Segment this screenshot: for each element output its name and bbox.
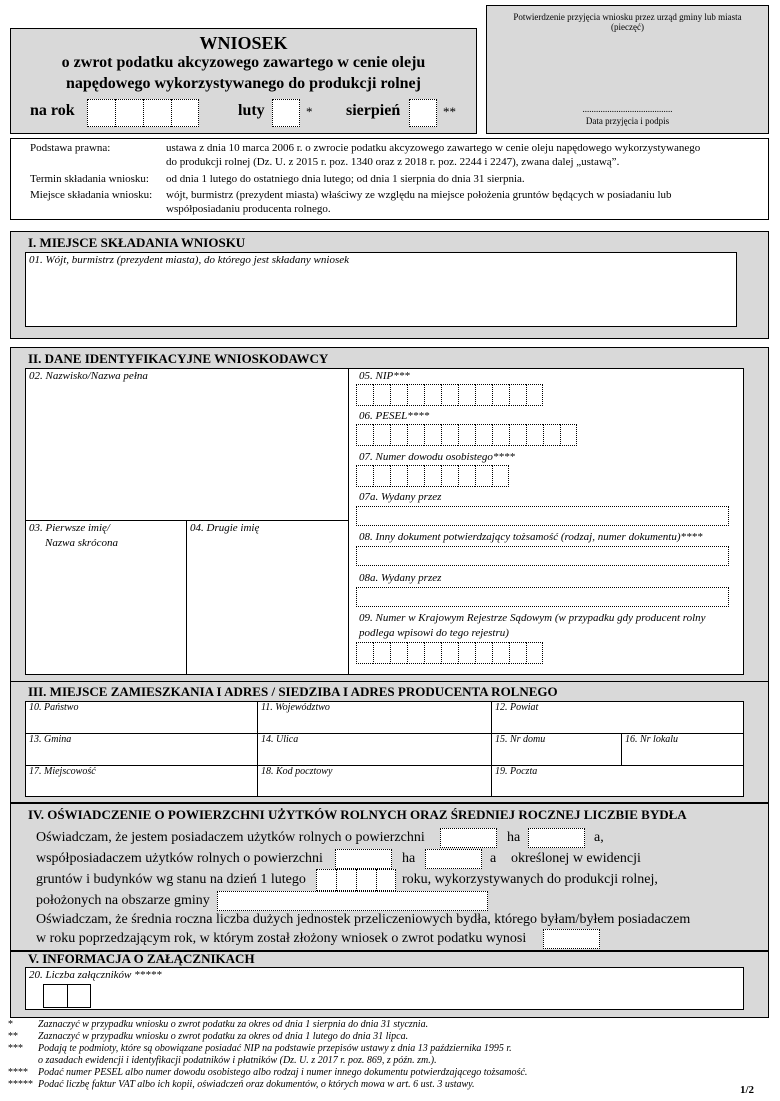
stamp-caption: Potwierdzenie przyjęcia wniosku przez urząd gminy lub miasta (pieczęć) [513,12,742,32]
field-20-label: 20. Liczba załączników ***** [29,969,162,981]
field-03-label2: Nazwa skrócona [45,537,119,549]
ha-label: ha [507,830,521,845]
footnotes [8,1019,768,1091]
stamp-date-label: Data przyjęcia i podpis [585,116,670,126]
field-08-label: 08. Inny dokument potwierdzający tożsamość (rodzaj, numer dokumentu)**** [359,531,703,543]
feb-mark: * [306,104,313,119]
field-16-label: 16. Nr lokalu [625,734,679,745]
footnote-text: Podać numer PESEL albo numer dowodu osobistego albo rodzaj i numer innego dokumentu potwierdzającego tożsamość. [38,1067,528,1078]
field-09-label2: podlega wpisowi do tego rejestru) [359,627,509,639]
footnote-mark: *** [8,1043,23,1054]
field-19-label: 19. Poczta [495,766,538,777]
footnote-mark: **** [8,1067,28,1078]
stmt-line1: Oświadczam, że jestem posiadaczem użytków rolnych o powierzchni [36,830,425,845]
field-05-label: 05. NIP*** [359,370,410,382]
field-15-label: 15. Nr domu [495,734,546,745]
field-14-label: 14. Ulica [261,734,299,745]
field-11-label: 11. Województwo [261,702,330,713]
field-02[interactable] [25,368,349,521]
stmt-year-input[interactable] [316,869,396,891]
cattle-input[interactable] [543,929,600,949]
field-02-label: 02. Nazwisko/Nazwa pełna [29,370,148,382]
place-text2: współposiadaniu producenta rolnego. [166,203,331,215]
page-number: 1/2 [740,1084,755,1096]
feb-checkbox[interactable] [272,99,300,127]
field-08a-label: 08a. Wydany przez [359,572,442,584]
year-label: na rok [30,102,75,119]
section2-title: II. DANE IDENTYFIKACYJNE WNIOSKODAWCY [28,351,329,366]
section1-title: I. MIEJSCE SKŁADANIA WNIOSKU [28,235,246,250]
form-title: WNIOSEK [199,33,288,53]
field-03-label: 03. Pierwsze imię/ [29,522,110,534]
field-09-label: 09. Numer w Krajowym Rejestrze Sądowym (w przypadku gdy producent rolny [359,612,706,624]
footnote-text: Podają te podmioty, które są obowiązane posiadać NIP na podstawie przepisów ustawy z dnia 13 października 1995 r. [38,1043,512,1054]
field-06-label: 06. PESEL**** [359,410,430,422]
stmt-line3: gruntów i budynków wg stanu na dzień 1 lutego [36,872,306,887]
stmt-line2-end: określonej w ewidencji [511,851,641,866]
field-04[interactable] [186,520,349,675]
legal-basis-text2: do produkcji rolnej (Dz. U. z 2015 r. poz. 1340 oraz z 2018 r. poz. 2244 i 2247), zwana dalej „ustawą”. [166,156,620,168]
id-card-input[interactable] [356,465,509,487]
field-12-label: 12. Powiat [495,702,539,713]
footnote-text: Podać liczbę faktur VAT albo ich kopii, oświadczeń oraz dokumentów, o których mowa w art. 6 ust. 3 ustawy. [38,1079,475,1090]
stmt-line6: w roku poprzedzającym rok, w którym został złożony wniosek o zwrot podatku wynosi [36,931,527,946]
area-a-input[interactable] [528,828,585,848]
a-label: a, [594,830,604,845]
stmt-line3-end: roku, wykorzystywanych do produkcji rolnej, [402,872,658,887]
area-ha-input[interactable] [440,828,497,848]
aug-mark: ** [443,104,456,119]
stmt-line2: współposiadaczem użytków rolnych o powierzchni [36,851,323,866]
footnote-mark: ***** [8,1079,33,1090]
section5-title: V. INFORMACJA O ZAŁĄCZNIKACH [28,951,255,966]
footnote-mark [8,1055,38,1067]
legal-basis-label: Podstawa prawna: [30,142,111,154]
issued-by-input[interactable] [356,506,729,526]
footnote-mark: * [8,1019,13,1030]
a-label-2: a [490,851,497,866]
field-13-label: 13. Gmina [29,734,72,745]
footnote-text: o zasadach ewidencji i identyfikacji podatników i płatników (Dz. U. z 2017 r. poz. 869, z późn. zm.). [38,1055,437,1066]
nip-input[interactable] [356,384,543,406]
aug-label: sierpień [346,102,401,119]
form-subtitle-line2: napędowego wykorzystywanego do produkcji rolnej [66,75,421,92]
field-01-label: 01. Wójt, burmistrz (prezydent miasta), do którego jest składany wniosek [29,254,349,266]
stamp-dots: ........................................ [582,104,673,114]
field-07-label: 07. Numer dowodu osobistego**** [359,451,515,463]
gmina-input[interactable] [217,891,488,911]
aug-checkbox[interactable] [409,99,437,127]
stmt-line5: Oświadczam, że średnia roczna liczba dużych jednostek przeliczeniowych bydła, którego byłam/byłem posiadaczem [36,912,691,927]
place-text1: wójt, burmistrz (prezydent miasta) właściwy ze względu na miejsce położenia gruntów będących w posiadaniu lub [166,189,672,201]
ha-label-2: ha [402,851,416,866]
field-18-label: 18. Kod pocztowy [261,766,333,777]
feb-label: luty [238,102,265,119]
attachments-count-input[interactable] [43,984,91,1008]
coarea-a-input[interactable] [425,849,482,869]
pesel-input[interactable] [356,424,577,446]
year-input[interactable] [87,99,199,127]
field-07a-label: 07a. Wydany przez [359,491,442,503]
field-04-label: 04. Drugie imię [190,522,260,534]
section4-title: IV. OŚWIADCZENIE O POWIERZCHNI UŻYTKÓW ROLNYCH ORAZ ŚREDNIEJ ROCZNEJ LICZBIE BYDŁA [28,807,687,822]
legal-basis-text1: ustawa z dnia 10 marca 2006 r. o zwrocie podatku akcyzowego zawartego w cenie oleju napędowego wykorzystywanego [166,142,701,154]
field-10-label: 10. Państwo [29,702,79,713]
deadline-label: Termin składania wniosku: [30,173,149,185]
section3-title: III. MIEJSCE ZAMIESZKANIA I ADRES / SIEDZIBA I ADRES PRODUCENTA ROLNEGO [28,684,558,699]
form-subtitle-line1: o zwrot podatku akcyzowego zawartego w cenie oleju [61,54,426,71]
stmt-line4: położonych na obszarze gminy [36,893,210,908]
field-17-label: 17. Miejscowość [29,766,96,777]
deadline-text: od dnia 1 lutego do ostatniego dnia lutego; od dnia 1 sierpnia do dnia 31 sierpnia. [166,173,525,185]
krs-input[interactable] [356,642,543,664]
other-doc-input[interactable] [356,546,729,566]
footnote-mark: ** [8,1031,18,1042]
footnote-text: Zaznaczyć w przypadku wniosku o zwrot podatku za okres od dnia 1 sierpnia do dnia 31 stycznia. [38,1019,429,1030]
other-doc-issued-input[interactable] [356,587,729,607]
coarea-ha-input[interactable] [335,849,392,869]
place-label: Miejsce składania wniosku: [30,189,153,201]
footnote-text: Zaznaczyć w przypadku wniosku o zwrot podatku za okres od dnia 1 lutego do dnia 31 lipca. [38,1031,409,1042]
